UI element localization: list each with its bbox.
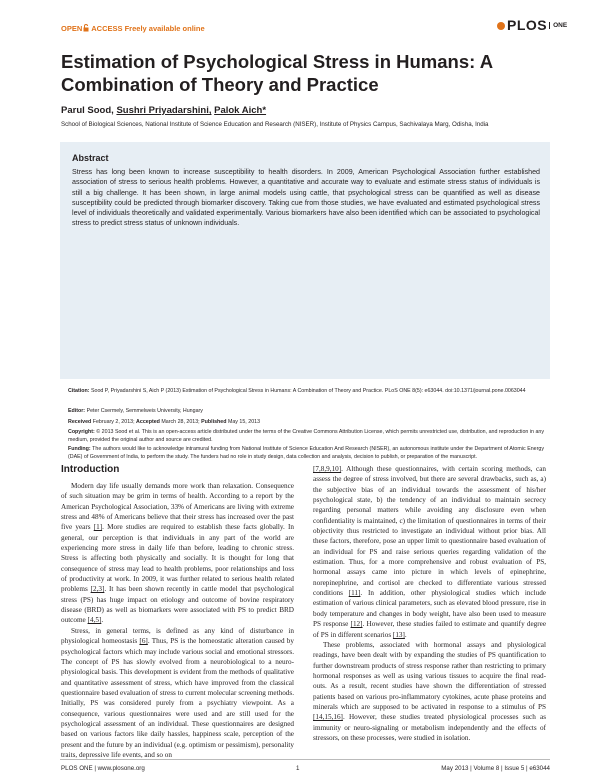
- paragraph-text: Modern day life usually demands more work than relaxation. Consequence of such situation may be grim in terms of health. According to a report by the American Psychological Association, 33% of Americans are living with extreme stress and 48% of Americans believe that their stress has increased over the past five years: [61, 482, 294, 532]
- paragraph-text: . Although these questionnaires, with certain scoring methods, can assess the degree of stress involved, but there are several drawbacks, such as, a) the subjective bias of an individual towards the assessment of his/her psychological state, b) the tendency of an individual to maintain secrecy regarding personal matters while avoiding any disclosure even when confidentiality is maintained, c) the limitation of questionnaires in terms of their objectivity thus restricted to investigate an individual without prior bias. All these factors, therefore, pose an upper limit to questionnaire based evaluation of an individual for PS and raise serious queries regarding validation of the estimation. Thus, for a more comprehensive and robust evaluation of PS, hormonal assays came into picture in which levels of epinephrine, norepinephrine, and cortisol are checked to differentiate various stressed conditions: [313, 465, 546, 598]
- journal-logo-text: PLOS: [507, 17, 548, 33]
- article-title: Estimation of Psychological Stress in Humans: A Combination of Theory and Practice: [61, 51, 493, 95]
- reference-link[interactable]: [12]: [350, 620, 363, 629]
- paragraph-text: .: [101, 616, 104, 625]
- author-list: [61, 105, 266, 116]
- paragraph: [61, 626, 294, 760]
- reference-link[interactable]: [4,5]: [87, 616, 102, 625]
- paragraph-text: Stress, in general terms, is defined as any kind of disturbance in physiological homeostasis: [61, 626, 294, 646]
- open-access-text: ACCESS Freely available online: [91, 24, 205, 33]
- abstract-text: Stress has long been known to increase susceptibility to health disorders. In 2009, American Psychological Association further established association of stress to serious health problems. However, a quantitative and accurate way to evaluate and estimate stress status of individuals is still a big challenge. It has been shown, in large animal models using cattle, that psychological stress can be quantified as well as disease susceptibility could be predicted through biomarker discovery. Taking cue from those studies, we have evaluated and estimated psychological stress level of individuals theoretically and validated experimentally. Various biomarkers have also been identified which can be associated to psychological stress to predict stress status of unknown individuals.: [72, 168, 540, 228]
- paragraph-text: . More studies are required to establish these facts globally. In general, our perception is that individuals in any part of the world are experiencing more stress in daily life than before, leading to chronic stress. Stress is affecting both physically and socially. It is thought for long that consequence of stress may lead to health problems, poor relationships and loss of productivity at work. In 2009, it was further related to serious health related problems: [61, 523, 294, 594]
- paragraph: [313, 464, 546, 640]
- editor-line: [68, 408, 544, 416]
- reference-link[interactable]: [7,8,9,10]: [313, 465, 342, 473]
- citation-text: Sood P, Priyadarshini S, Aich P (2013) Estimation of Psychological Stress in Humans: A Combination of Theory and Practice. PLoS ONE 8(5): e63044. doi:10.1371/journal.pone.0063044: [90, 388, 526, 394]
- paragraph-text: . It has been shown recently in cattle model that psychological stress (PS) has huge impact on etiology and outcome of bovine respiratory disease (BRD) as well as biomarkers were associated with PS to predict BRD outcome: [61, 585, 294, 625]
- accepted-label: Accepted: [136, 419, 160, 425]
- accepted-date: March 28, 2013;: [161, 419, 200, 425]
- footer-journal: PLOS ONE | www.plosone.org: [61, 765, 145, 772]
- citation-label: Citation:: [68, 388, 90, 394]
- reference-link[interactable]: [1]: [93, 523, 103, 532]
- reference-link[interactable]: [13]: [392, 630, 405, 639]
- reference-link[interactable]: [14,15,16]: [313, 713, 343, 722]
- open-access-label: OPEN: [61, 24, 83, 33]
- plos-logo-dot-icon: [497, 22, 505, 30]
- paragraph-text: . Thus, PS is the homeostatic alteration caused by psychological factors which may include various social and emotional stressors. The concept of PS has slowly evolved from a neurobiological to a neuro-physiological basis. This development is evident from the methods of qualitative and quantitative assessment of stress, which have improved from the classical questionnaire based evaluation of stress to current molecular screening methods. Initially, PS was considered purely from a psychiatry viewpoint. As a consequence, various questionnaires were used and are still used for the psychological assessment of an individual. These questionnaires are designed based on various factors like daily hassles, happiness scale, perception of the present and the future by an individual (e.g. optimism or pessimism), personality traits, depressive life events, and so on: [61, 637, 294, 759]
- funding-line: [68, 446, 544, 461]
- reference-link[interactable]: [6]: [139, 637, 148, 646]
- published-label: Published: [201, 419, 227, 425]
- reference-link[interactable]: [2,3]: [90, 585, 105, 594]
- open-lock-icon: [83, 24, 89, 32]
- author-link[interactable]: Sushri Priyadarshini,: [116, 105, 212, 116]
- page-number: 1: [296, 765, 300, 772]
- received-label: Received: [68, 419, 92, 425]
- affiliation: School of Biological Sciences, National Institute of Science Education and Research (NISER), Institute of Physics Campus, Sachivalaya Marg, Odisha, India: [61, 121, 489, 128]
- copyright-line: [68, 429, 544, 444]
- dates-line: [68, 419, 544, 427]
- paragraph-text: These problems, associated with hormonal assays and physiological readings, have been dealt with by expanding the studies of PS quantification to further downstream products of stress response rather than restricting to primary hormonal responses as well as using various tissues to acquire the final read-outs. As a result, recent studies have shown the differentiation of stressed patients based on various pro-inflammatory cytokines, acute phase proteins and minerals which are supposed to be activated in response to a stimulus of PS: [313, 640, 546, 711]
- paragraph: [313, 640, 546, 743]
- author-link[interactable]: Palok Aich*: [214, 105, 267, 116]
- journal-logo-sub: ONE: [549, 22, 567, 29]
- paragraph: [61, 481, 294, 626]
- copyright-text: © 2013 Sood et al. This is an open-access article distributed under the terms of the Creative Commons Attribution License, which permits unrestricted use, distribution, and reproduction in any medium, provided the original author and source are credited.: [68, 429, 544, 443]
- body-column-right: [313, 464, 546, 743]
- footer-divider: [60, 759, 550, 760]
- body-column-left: [61, 481, 294, 760]
- funding-label: Funding:: [68, 446, 91, 452]
- journal-logo: [497, 17, 567, 33]
- published-date: May 15, 2013: [227, 419, 261, 425]
- abstract-heading: Abstract: [72, 153, 109, 163]
- reference-link[interactable]: [11]: [348, 589, 361, 598]
- paragraph-text: . However, these studies treated physiological processes such as immunity or neuro-signaling or metabolism independently and the effects of stressors, on these processes, were studied in isolation.: [313, 713, 546, 742]
- copyright-label: Copyright:: [68, 429, 95, 435]
- footer-issue: May 2013 | Volume 8 | Issue 5 | e63044: [441, 765, 550, 772]
- introduction-heading: Introduction: [61, 464, 120, 475]
- open-access-banner: [61, 24, 205, 33]
- paragraph-text: . In addition, other physiological studies which include estimation of various clinical parameters, such as elevated blood pressure, rise in body temperature and changes in body weight, have also been used to measure PS response: [313, 589, 546, 629]
- funding-text: The authors would like to acknowledge intramural funding from National Institute of Science Education And Research (NISER), an autonomous institute under the Department of Atomic Energy (DAE) of Government of India, to perform the study. The funders had no role in study design, data collection and analysis, decision to publish, or preparation of the manuscript.: [68, 446, 544, 460]
- editor-label: Editor:: [68, 408, 86, 414]
- paragraph-text: .: [404, 630, 407, 639]
- paragraph-text: . However, these studies failed to estimate and quantify degree of PS in different scenarios: [313, 620, 547, 639]
- received-date: February 2, 2013;: [92, 419, 135, 425]
- editor-text: Peter Csermely, Semmelweis University, Hungary: [86, 408, 203, 414]
- citation-line: [68, 388, 544, 396]
- author-name: Parul Sood,: [61, 105, 114, 116]
